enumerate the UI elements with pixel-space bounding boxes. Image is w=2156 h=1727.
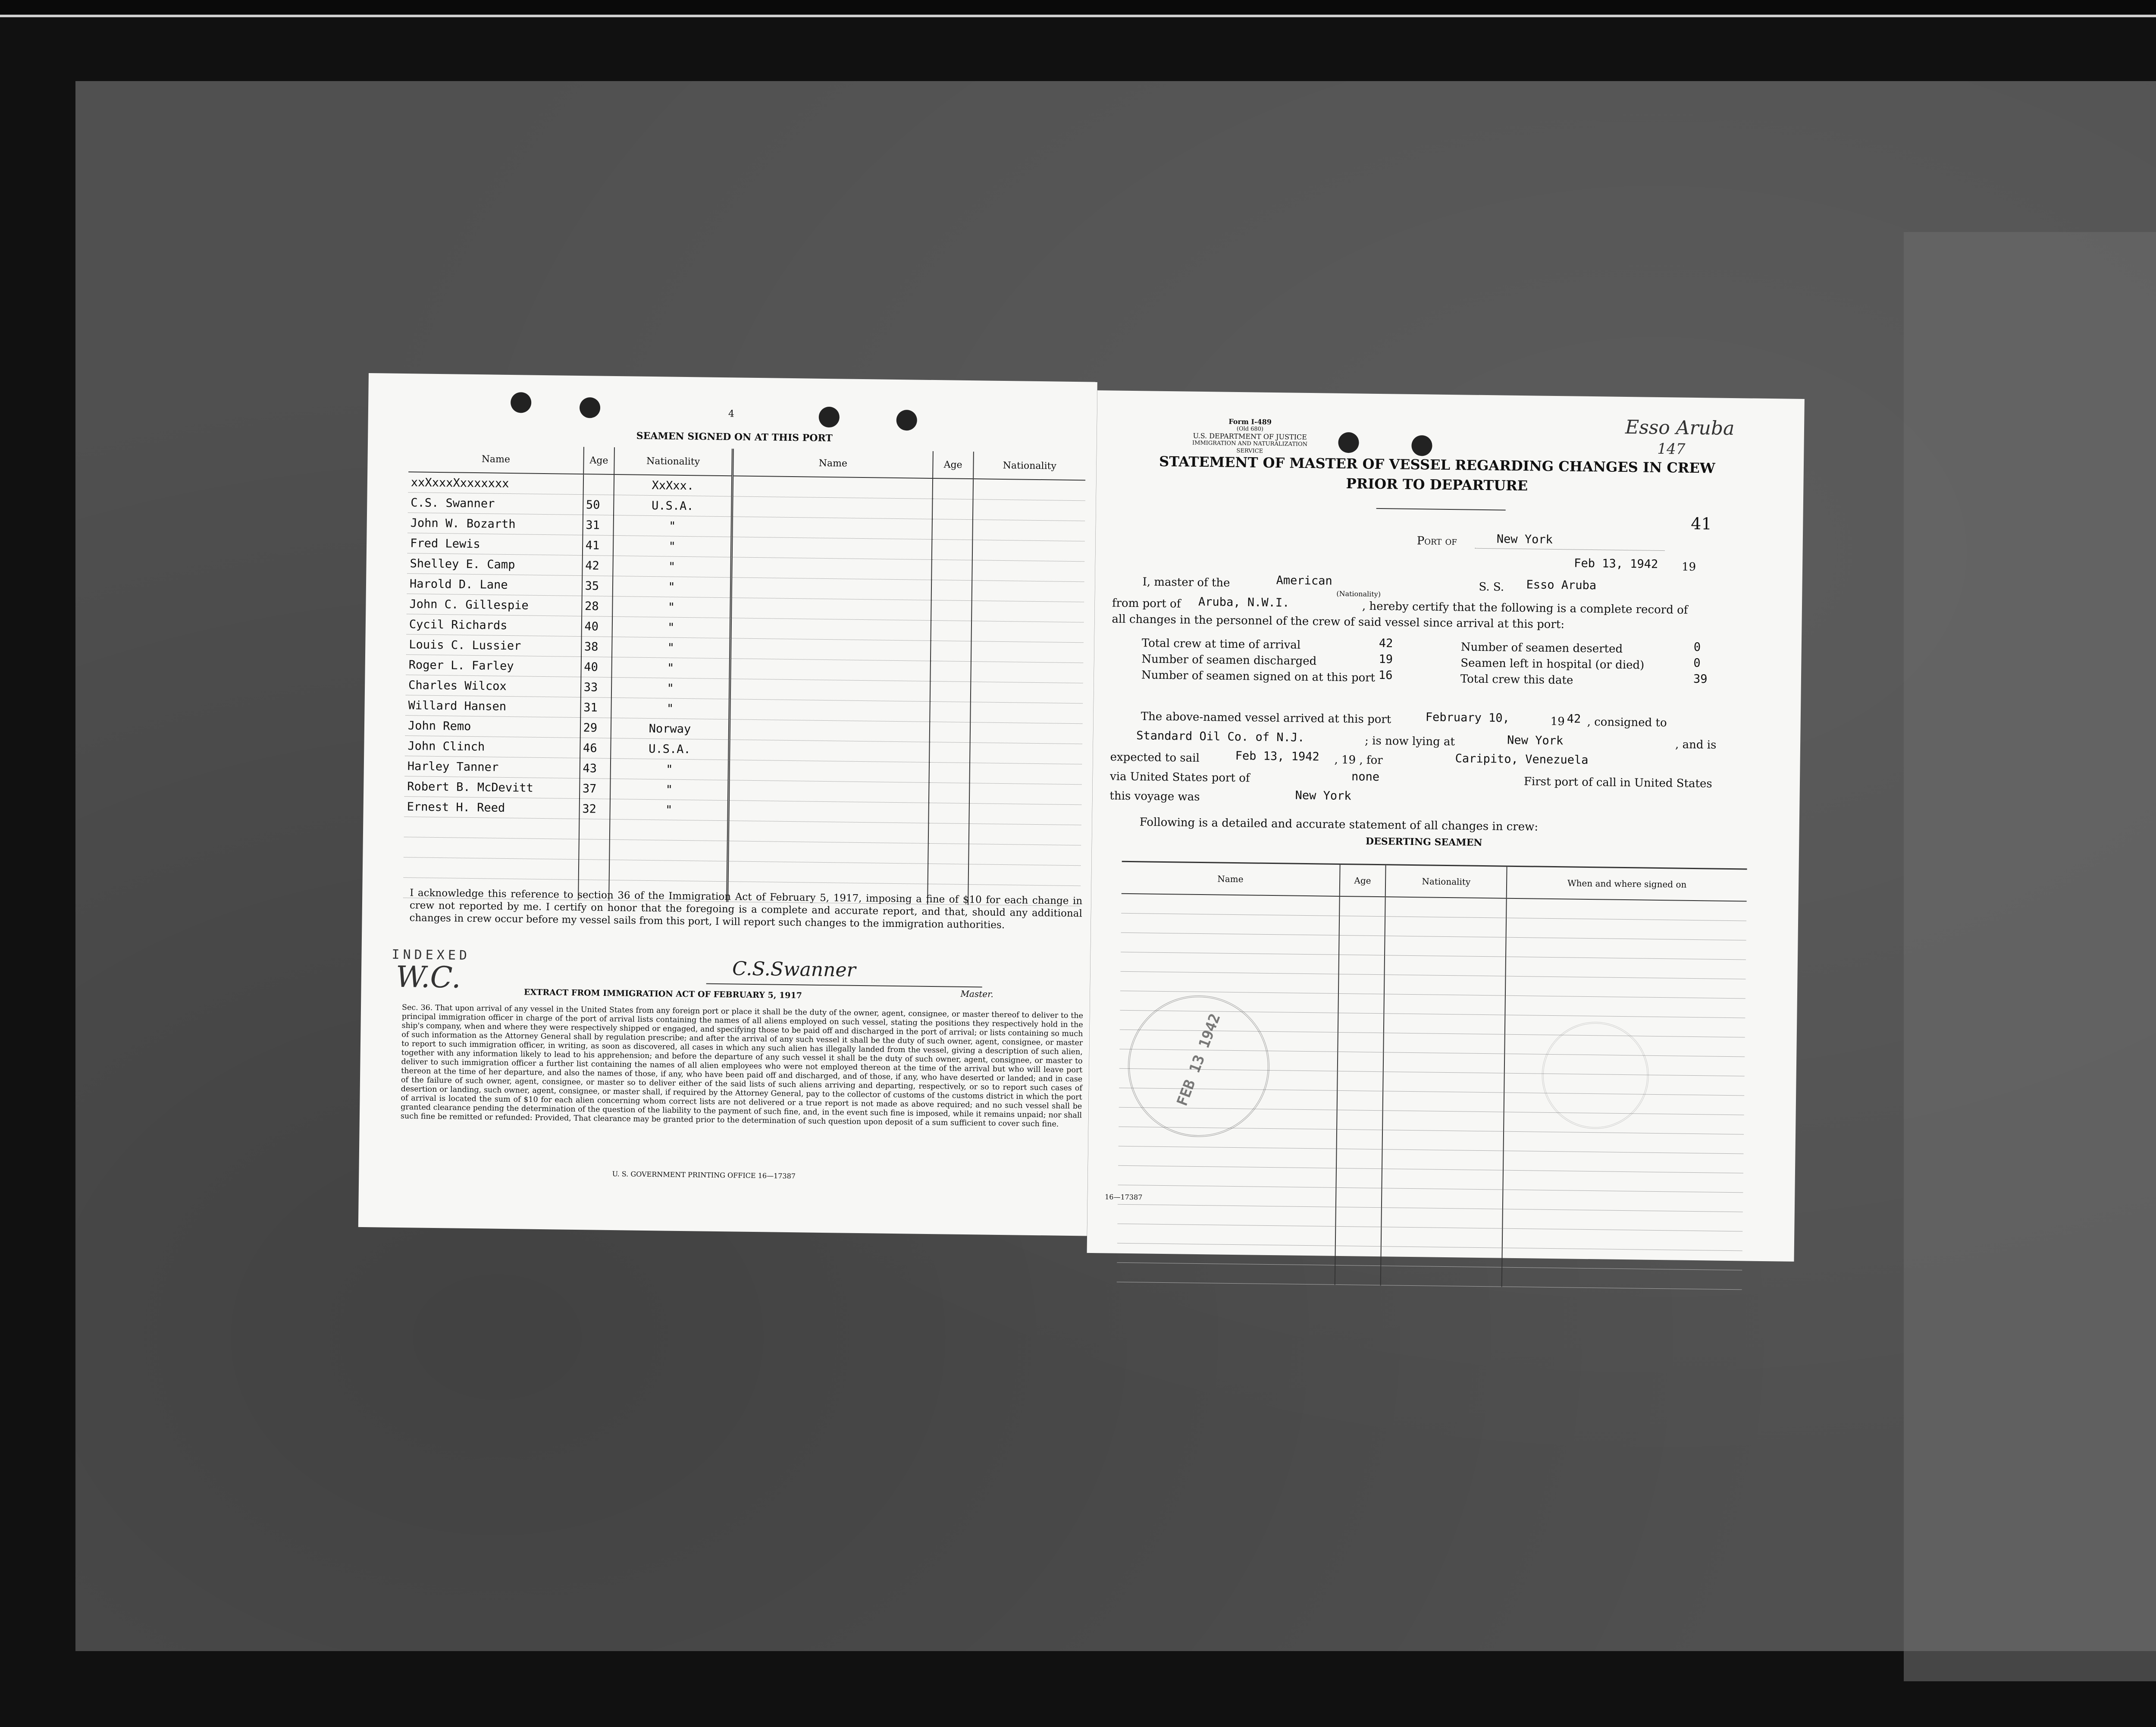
empty-cell — [1121, 952, 1339, 974]
empty-cell — [609, 860, 728, 881]
empty-cell — [729, 719, 930, 742]
cell-nationality: " — [613, 556, 731, 577]
empty-cell — [1506, 918, 1746, 940]
consigned-label: , consigned to — [1587, 715, 1667, 730]
empty-cell — [1383, 1033, 1504, 1054]
arrived-label: The above-named vessel arrived at this port — [1141, 710, 1391, 726]
empty-cell — [1335, 1226, 1381, 1246]
cell-age: 38 — [581, 637, 612, 657]
cell-nationality: " — [610, 799, 729, 820]
empty-cell — [970, 702, 1083, 724]
cell-nationality: " — [611, 758, 729, 780]
empty-cell — [972, 520, 1085, 541]
empty-cell — [1117, 1243, 1335, 1265]
empty-cell — [578, 860, 609, 880]
empty-cell — [970, 743, 1082, 764]
empty-cell — [930, 701, 970, 722]
cell-age: 32 — [579, 799, 610, 820]
empty-cell — [972, 560, 1084, 582]
cell-nationality: " — [613, 576, 731, 597]
arrived-year-prefix: 19 — [1550, 715, 1565, 728]
empty-cell — [1121, 933, 1339, 955]
cell-name: Fred Lewis — [407, 533, 583, 556]
year-label: 19 — [1681, 560, 1696, 574]
cell-name: Cycil Richards — [407, 614, 582, 637]
empty-cell — [973, 479, 1085, 501]
empty-cell — [1384, 975, 1505, 995]
form-sub: (Old 680) — [1236, 425, 1264, 433]
empty-cell — [1503, 1190, 1743, 1212]
empty-cell — [1338, 955, 1385, 974]
sheet-number: 41 — [1691, 514, 1712, 534]
col-nationality: Nationality — [1385, 865, 1507, 898]
cell-age: 33 — [580, 677, 611, 698]
empty-cell — [932, 499, 973, 519]
empty-cell — [728, 801, 929, 823]
empty-cell — [728, 841, 928, 864]
empty-cell — [730, 638, 931, 661]
empty-cell — [1117, 1262, 1335, 1284]
cell-name: John Remo — [405, 716, 580, 738]
stat-value: 0 — [1693, 640, 1701, 654]
empty-cell — [929, 722, 970, 742]
footer-code: 16—17387 — [1105, 1193, 1143, 1202]
department: U.S. DEPARTMENT OF JUSTICE — [1193, 431, 1307, 441]
destination: Caripito, Venezuela — [1455, 752, 1589, 767]
empty-cell — [1118, 1146, 1336, 1168]
empty-cell — [1339, 896, 1385, 917]
col-age: Age — [1339, 864, 1386, 897]
empty-cell — [1506, 898, 1746, 921]
empty-cell — [732, 517, 932, 540]
empty-cell — [1339, 935, 1385, 955]
master-signature: C.S.Swanner — [732, 958, 856, 981]
via-port: none — [1351, 770, 1380, 784]
empty-cell — [1120, 971, 1338, 993]
cell-age: 28 — [582, 596, 613, 617]
empty-cell — [1505, 995, 1745, 1018]
empty-cell — [610, 819, 728, 841]
empty-cell — [931, 580, 971, 600]
cell-age: 31 — [583, 515, 614, 536]
voyage-label: this voyage was — [1109, 789, 1200, 804]
cell-nationality: " — [612, 596, 731, 618]
scanner-top-border — [0, 0, 2156, 17]
empty-cell — [973, 499, 1085, 521]
empty-cell — [1502, 1209, 1742, 1231]
empty-cell — [1117, 1224, 1335, 1246]
right-page — [1087, 390, 1805, 1262]
stat-label: Seamen left in hospital (or died) — [1460, 656, 1645, 672]
empty-cell — [730, 659, 931, 681]
col-name-2: Name — [733, 449, 933, 478]
empty-cell — [932, 478, 973, 499]
master-label: Master. — [960, 988, 993, 999]
handwritten-vessel-note: Esso Aruba — [1625, 416, 1735, 440]
for-label: , 19 , for — [1334, 753, 1383, 767]
empty-cell — [1382, 1111, 1504, 1131]
empty-cell — [1506, 957, 1746, 979]
cell-nationality: Norway — [611, 718, 730, 739]
first-port-label: First port of call in United States — [1523, 775, 1712, 791]
arrived-year: 42 — [1567, 712, 1581, 726]
empty-cell — [1381, 1247, 1502, 1267]
empty-cell — [729, 740, 930, 763]
empty-cell — [730, 618, 931, 641]
punch-hole — [819, 407, 840, 428]
stat-value: 16 — [1378, 669, 1393, 682]
empty-cell — [971, 621, 1084, 643]
cell-age: 41 — [582, 535, 613, 556]
empty-cell — [972, 540, 1084, 562]
following-text: Following is a detailed and accurate statement of all changes in crew: — [1139, 816, 1539, 834]
empty-cell — [968, 864, 1081, 886]
empty-cell — [1337, 1052, 1383, 1071]
empty-cell — [969, 763, 1082, 785]
empty-cell — [931, 620, 971, 641]
extract-text: Sec. 36. That upon arrival of any vessel in the United States from any foreign port or place it shall be the duty of the owner, agent, consignee, or master thereof to deliver to the principal immigration officer in charge of the port of arrival lists containing the names of all aliens employed on such vessel, stating the positions they respectively hold in the ship's company, when and where they were respectively shipped or engaged, and specifying those to be paid off and discharged in the port of arrival; or lists containing so much of such information as the Attorney General shall by regulation prescribe; and after the arrival of any such vessel it shall be the duty of such owner, agent, consignee, or master to report to such immigration officer, in writing, as soon as discovered, all cases in which any such alien has illegally landed from the vessel, giving a description of such alien, together with any information likely to lead to his apprehension; and before the departure of any such vessel it shall be the duty of such owner, agent, consignee, or master to deliver to such immigration officer a further list containing the names of all alien employees who were not employed thereon at the time of the arrival but who will leave port thereon at the time of her departure, and also the names of those, if any, who have been paid off and discharged, and of those, if any, who have deserted or landed; and in case of the failure of such owner, agent, consignee, or master so to deliver either of the said lists of such aliens arriving and departing, respectively, or so to report such cases of desertion or landing, such owner, agent, consignee, or master shall, if required by the Attorney General, pay to the collector of customs of the customs district in which the port of arrival is located the sum of $10 for each alien concerning whom correct lists are not delivered or a true report is not made as above required; and no such vessel shall be granted clearance pending the determination of the question of the liability to the payment of such fine, and, in the event such fine is imposed, while it remains unpaid; nor shall such fine be remitted or refunded: Provided, That clearance may be granted prior to the determination of such question upon deposit of a sum sufficient to cover such fine. — [400, 1003, 1084, 1129]
empty-cell — [969, 783, 1082, 805]
empty-cell — [1336, 1149, 1382, 1168]
cell-name: Harold D. Lane — [407, 574, 582, 596]
empty-cell — [731, 598, 931, 621]
empty-cell — [1339, 916, 1385, 936]
cell-name: John W. Bozarth — [407, 513, 583, 535]
changes-text: all changes in the personnel of the crew of said vessel since arrival at this port: — [1112, 612, 1565, 631]
cell-age: 35 — [582, 576, 613, 597]
voyage-port: New York — [1295, 788, 1351, 803]
punch-hole — [1411, 435, 1432, 456]
empty-cell — [728, 821, 928, 844]
empty-cell — [931, 600, 971, 621]
cell-age: 29 — [580, 718, 611, 738]
empty-cell — [404, 837, 579, 860]
deserting-title: DESERTING SEAMEN — [1365, 835, 1482, 848]
punch-hole — [511, 392, 532, 413]
lying-at: New York — [1507, 733, 1564, 748]
cell-nationality: " — [612, 637, 730, 658]
empty-cell — [928, 864, 968, 884]
empty-cell — [1384, 1014, 1505, 1034]
empty-cell — [731, 557, 932, 580]
cell-name: John C. Gillespie — [407, 594, 582, 616]
port-value: New York — [1496, 532, 1553, 546]
vessel-nationality: American — [1276, 574, 1332, 588]
empty-cell — [1337, 1110, 1383, 1130]
empty-cell — [929, 742, 970, 763]
empty-cell — [1502, 1248, 1742, 1270]
empty-cell — [1335, 1207, 1382, 1227]
empty-cell — [1503, 1170, 1743, 1193]
empty-cell — [730, 679, 930, 702]
indexed-stamp: INDEXED — [392, 947, 471, 963]
empty-cell — [1385, 936, 1506, 957]
empty-cell — [731, 537, 932, 560]
stat-label: Total crew at time of arrival — [1141, 637, 1301, 652]
cell-name: Harley Tanner — [405, 756, 580, 779]
empty-cell — [1502, 1228, 1742, 1251]
board-worn-area — [1904, 232, 2156, 1681]
form-subtitle: PRIOR TO DEPARTURE — [1346, 475, 1528, 494]
cell-nationality: " — [611, 697, 730, 719]
arrived-date: February 10, — [1425, 710, 1510, 725]
empty-cell — [1381, 1227, 1502, 1248]
nationality-label: (Nationality) — [1336, 589, 1381, 599]
empty-cell — [732, 476, 933, 499]
empty-cell — [1382, 1208, 1503, 1228]
empty-cell — [971, 662, 1083, 683]
empty-cell — [1118, 1185, 1336, 1207]
empty-cell — [1385, 955, 1506, 976]
empty-cell — [929, 762, 969, 783]
empty-cell — [932, 539, 972, 560]
page-number: 4 — [728, 408, 735, 420]
cell-age — [583, 474, 614, 495]
empty-cell — [731, 578, 931, 600]
empty-cell — [1382, 1130, 1504, 1151]
col-age: Age — [583, 447, 614, 474]
and-is-label: , and is — [1675, 738, 1717, 752]
empty-cell — [1383, 1091, 1504, 1112]
empty-cell — [1335, 1187, 1382, 1207]
empty-cell — [1381, 1266, 1502, 1287]
empty-cell — [404, 817, 579, 839]
cell-name: Louis C. Lussier — [406, 634, 581, 657]
cell-age: 42 — [582, 556, 613, 576]
stat-label: Total crew this date — [1460, 672, 1573, 687]
stat-value: 0 — [1693, 656, 1701, 670]
from-port-label: from port of — [1112, 597, 1181, 611]
port-rule — [1475, 548, 1665, 551]
punch-hole — [896, 410, 917, 431]
empty-cell — [609, 839, 728, 861]
title-rule — [1376, 508, 1506, 511]
cell-name: xxXxxxXxxxxxxx — [408, 472, 583, 494]
cell-nationality: " — [612, 657, 730, 678]
empty-cell — [730, 699, 930, 722]
cell-name: Shelley E. Camp — [407, 553, 582, 576]
stat-value: 19 — [1379, 653, 1393, 666]
empty-cell — [1504, 1131, 1744, 1154]
empty-cell — [1335, 1265, 1381, 1285]
cell-name: John Clinch — [405, 736, 580, 758]
stat-label: Number of seamen signed on at this port — [1141, 669, 1376, 685]
empty-cell — [1385, 897, 1507, 918]
lying-label: ; is now lying at — [1364, 734, 1455, 749]
cell-name: Charles Wilcox — [406, 675, 581, 697]
empty-cell — [928, 823, 969, 844]
printing-office: U. S. GOVERNMENT PRINTING OFFICE 16—17387 — [612, 1170, 796, 1181]
service: IMMIGRATION AND NATURALIZATION SERVICE — [1192, 440, 1308, 455]
expected-label: expected to sail — [1110, 750, 1200, 765]
empty-cell — [971, 581, 1084, 602]
port-label: Port of — [1416, 534, 1457, 548]
empty-cell — [727, 861, 928, 884]
punch-hole — [1338, 432, 1359, 453]
seamen-signed-on-table — [403, 445, 1086, 906]
empty-cell — [1382, 1149, 1503, 1170]
empty-cell — [928, 843, 968, 864]
empty-cell — [1382, 1169, 1503, 1190]
empty-cell — [1118, 1165, 1336, 1187]
cell-name: C.S. Swanner — [408, 493, 583, 515]
cell-nationality: " — [612, 616, 731, 638]
left-page-title: SEAMEN SIGNED ON AT THIS PORT — [636, 430, 833, 444]
cell-nationality: XxXxx. — [614, 474, 733, 496]
cell-age: 40 — [581, 657, 612, 678]
empty-cell — [1505, 976, 1745, 999]
empty-cell — [928, 803, 969, 823]
cell-nationality: " — [613, 535, 732, 557]
cell-age: 46 — [580, 738, 611, 759]
certify-text: , hereby certify that the following is a complete record of — [1362, 600, 1688, 617]
col-age-2: Age — [933, 451, 974, 479]
empty-cell — [971, 601, 1084, 622]
extract-title: EXTRACT FROM IMMIGRATION ACT OF FEBRUARY 5, 1917 — [523, 987, 802, 1001]
empty-cell — [1382, 1188, 1503, 1209]
empty-cell — [1338, 993, 1384, 1013]
stamp-date: FEB 13 1942 — [1173, 1011, 1224, 1108]
acknowledgment-text: I acknowledge this reference to section 36 of the Immigration Act of February 5, 1917, imposing a fine of $10 for each change in crew not reported by me. I certify on honor that the foregoing is a complete and accurate report, and that, should any additional changes in crew occur before my vessel sails from this port, I will report such changes to the immigration authorities. — [409, 887, 1083, 931]
empty-cell — [970, 722, 1082, 744]
cell-name: Willard Hansen — [405, 695, 580, 718]
cell-name: Robert B. McDevitt — [404, 776, 580, 799]
empty-cell — [728, 780, 929, 803]
empty-cell — [971, 641, 1084, 663]
col-nationality-2: Nationality — [973, 452, 1086, 480]
empty-cell — [732, 496, 932, 519]
empty-cell — [1385, 917, 1506, 937]
cell-age: 43 — [580, 758, 611, 779]
empty-cell — [1121, 913, 1339, 935]
cell-nationality: " — [611, 677, 730, 699]
empty-cell — [1337, 1071, 1383, 1091]
empty-cell — [930, 681, 971, 702]
empty-cell — [1502, 1267, 1742, 1290]
stat-label: Number of seamen discharged — [1141, 653, 1317, 668]
empty-cell — [1337, 1090, 1383, 1110]
empty-cell — [930, 661, 971, 681]
empty-cell — [579, 839, 610, 860]
empty-cell — [1338, 974, 1385, 994]
cell-nationality: " — [614, 515, 732, 537]
stat-value: 42 — [1379, 637, 1393, 650]
empty-cell — [1335, 1246, 1381, 1265]
sail-date: Feb 13, 1942 — [1235, 749, 1319, 764]
via-label: via United States port of — [1109, 770, 1250, 785]
handwritten-number: 147 — [1657, 440, 1686, 458]
empty-cell — [1117, 1204, 1335, 1226]
empty-cell — [931, 641, 971, 661]
empty-cell — [1384, 994, 1505, 1015]
from-port-value: Aruba, N.W.I. — [1198, 595, 1290, 610]
empty-cell — [968, 844, 1081, 866]
stat-label: Number of seamen deserted — [1460, 641, 1623, 656]
empty-cell — [1121, 894, 1339, 916]
cell-age: 37 — [580, 779, 611, 799]
cell-age: 31 — [580, 697, 611, 718]
empty-cell — [1336, 1129, 1382, 1149]
vessel-name: Esso Aruba — [1526, 578, 1597, 593]
cell-age: 50 — [583, 495, 614, 515]
cell-name: Roger L. Farley — [406, 655, 581, 677]
empty-cell — [1383, 1072, 1504, 1093]
empty-cell — [931, 559, 972, 580]
cell-age: 40 — [581, 616, 612, 637]
left-page — [358, 373, 1097, 1236]
empty-cell — [970, 682, 1083, 703]
col-nationality: Nationality — [614, 447, 733, 476]
empty-cell — [932, 519, 972, 540]
empty-cell — [579, 819, 610, 840]
empty-cell — [969, 804, 1081, 825]
empty-cell — [1338, 1013, 1384, 1033]
empty-cell — [1336, 1168, 1382, 1188]
report-date: Feb 13, 1942 — [1573, 556, 1658, 571]
cell-name: Ernest H. Reed — [404, 797, 579, 819]
stat-value: 39 — [1693, 672, 1708, 686]
col-name: Name — [408, 445, 583, 474]
empty-cell — [1503, 1151, 1743, 1173]
empty-cell — [404, 857, 579, 880]
col-when-where: When and where signed on — [1507, 866, 1747, 901]
empty-cell — [1338, 1032, 1384, 1052]
master-of-label: I, master of the — [1142, 575, 1230, 590]
cell-nationality: " — [610, 779, 729, 800]
empty-cell — [729, 760, 929, 783]
empty-cell — [929, 782, 969, 803]
cell-nationality: U.S.A. — [611, 738, 729, 760]
cell-nationality: U.S.A. — [614, 495, 732, 516]
indexed-initials: W.C. — [395, 960, 461, 995]
col-name: Name — [1122, 861, 1340, 896]
empty-cell — [1506, 937, 1746, 960]
punch-hole — [580, 397, 601, 418]
empty-cell — [968, 824, 1081, 845]
empty-cell — [1383, 1052, 1504, 1073]
ss-label: S. S. — [1479, 580, 1504, 594]
signature-line — [706, 983, 982, 988]
form-title: STATEMENT OF MASTER OF VESSEL REGARDING CHANGES IN CREW — [1159, 453, 1715, 477]
consignee: Standard Oil Co. of N.J. — [1136, 729, 1305, 744]
form-number: Form I-489 — [1228, 417, 1272, 426]
